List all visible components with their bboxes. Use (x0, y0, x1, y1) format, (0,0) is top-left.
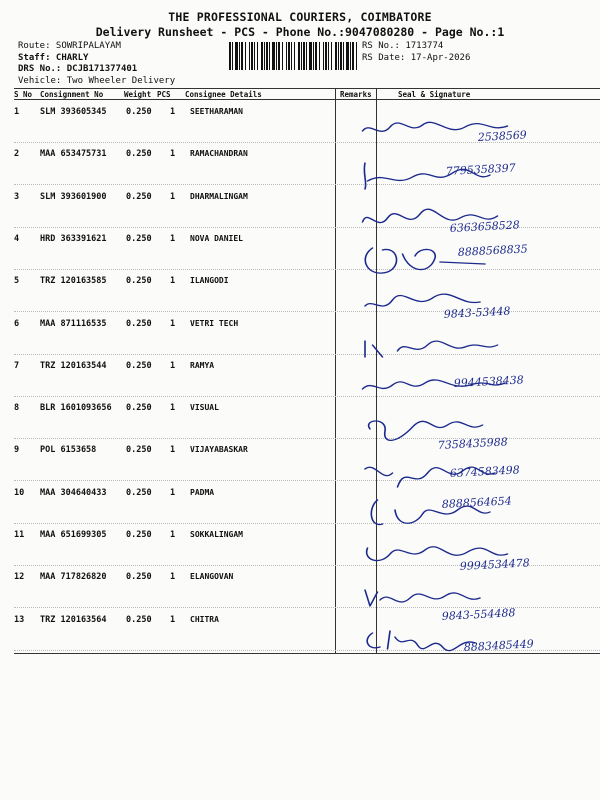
runsheet-subtitle: Delivery Runsheet - PCS - Phone No.:9047080280 - Page No.:1 (95, 25, 505, 39)
consignment-number: TRZ 120163544 (40, 360, 107, 371)
weight-value: 0.250 (126, 149, 152, 160)
row-sno: 8 (14, 403, 20, 414)
pcs-value: 1 (170, 360, 176, 371)
staff-label: Staff: CHARLY (18, 52, 89, 63)
weight-value: 0.250 (126, 487, 152, 498)
pcs-value: 1 (170, 572, 176, 583)
consignment-number: TRZ 120163564 (40, 614, 107, 625)
consignee-name: DHARMALINGAM (190, 191, 248, 201)
weight-value: 0.250 (126, 360, 152, 371)
header-bottom-rule (14, 99, 600, 100)
table-row (0, 355, 600, 397)
consignee-name: VIJAYABASKAR (190, 445, 248, 455)
weight-value: 0.250 (126, 614, 152, 625)
weight-value: 0.250 (126, 233, 152, 244)
consignment-number: POL 6153658 (40, 445, 97, 456)
col-sno: S No (14, 90, 33, 99)
consignee-name: SEETHARAMAN (190, 107, 243, 116)
consignment-number: MAA 717826820 (40, 572, 107, 583)
rs-date: RS Date: 17-Apr-2026 (362, 52, 471, 63)
pcs-value: 1 (170, 318, 176, 329)
weight-value: 0.250 (126, 572, 152, 583)
consignee-name: VETRI TECH (190, 318, 239, 328)
row-sno: 12 (14, 572, 25, 583)
pcs-value: 1 (170, 403, 176, 414)
consignment-number: BLR 1601093656 (40, 403, 112, 414)
vehicle-label: Vehicle: Two Wheeler Delivery (18, 75, 176, 86)
table-row (0, 439, 600, 481)
consignment-number: SLM 393605345 (40, 107, 107, 117)
consignment-number: HRD 363391621 (40, 233, 107, 244)
signature-phone: 8888564654 (441, 494, 513, 511)
weight-value: 0.250 (126, 107, 152, 117)
table-row (0, 228, 600, 270)
row-sno: 3 (14, 191, 20, 202)
table-row (0, 143, 600, 185)
col-pcs: PCS (157, 90, 171, 99)
consignee-name: RAMACHANDRAN (190, 149, 248, 159)
table-row (0, 313, 600, 355)
company-title: THE PROFESSIONAL COURIERS, COIMBATORE (168, 10, 432, 24)
consignment-number: MAA 653475731 (40, 149, 107, 160)
pcs-value: 1 (170, 233, 176, 244)
signature-phone: 7795358397 (445, 161, 517, 179)
col-weight: Weight (124, 90, 152, 99)
row-sno: 11 (14, 530, 25, 540)
signature-phone: 8888568835 (457, 242, 529, 259)
consignee-name: CHITRA (190, 614, 219, 624)
col-consignment: Consignment No (40, 90, 104, 99)
consignee-name: ELANGOVAN (190, 572, 234, 582)
consignee-name: NOVA DANIEL (190, 233, 243, 243)
signature-phone: 9843-53448 (443, 304, 511, 322)
route-label: Route: SOWRIPALAYAM (18, 41, 121, 51)
table-row (0, 524, 600, 573)
row-sno: 4 (14, 233, 20, 244)
meta-right (362, 41, 470, 64)
row-sno: 2 (14, 149, 20, 160)
consignment-number: TRZ 120163585 (40, 276, 107, 287)
pcs-value: 1 (170, 530, 176, 540)
table-row (0, 270, 600, 322)
table-row (0, 186, 600, 235)
meta-left (18, 41, 175, 87)
table-row (0, 101, 600, 143)
pcs-value: 1 (170, 614, 176, 625)
col-remarks: Remarks (340, 90, 372, 99)
consignment-number: MAA 304640433 (40, 487, 107, 498)
row-sno: 9 (14, 445, 20, 456)
signature-phone: 9944538438 (453, 373, 525, 390)
row-sno: 6 (14, 318, 20, 329)
consignment-number: MAA 651699305 (40, 530, 107, 540)
row-sno: 13 (14, 614, 25, 625)
pcs-value: 1 (170, 445, 176, 456)
consignee-name: PADMA (190, 487, 215, 497)
consignee-name: ILANGODI (190, 276, 229, 286)
signature-phone: 6374583498 (449, 463, 521, 481)
pcs-value: 1 (170, 107, 176, 117)
header-top-rule (14, 88, 600, 89)
signature-phone: 2538569 (477, 128, 528, 144)
rs-number: RS No.: 1713774 (362, 41, 444, 51)
weight-value: 0.250 (126, 318, 152, 329)
consignment-number: MAA 871116535 (40, 318, 107, 329)
pcs-value: 1 (170, 487, 176, 498)
pcs-value: 1 (170, 149, 176, 160)
consignee-name: RAMYA (190, 360, 215, 370)
table-row (0, 609, 600, 654)
pcs-value: 1 (170, 276, 176, 287)
col-consignee: Consignee Details (185, 90, 262, 99)
row-sno: 10 (14, 487, 25, 498)
pcs-value: 1 (170, 191, 176, 202)
signature-phone: 9843-554488 (441, 606, 516, 624)
signature-phone: 7358435988 (437, 435, 509, 453)
barcode (229, 42, 359, 70)
signature-phone: 9994534478 (459, 556, 531, 573)
signature-phone: 6363658528 (449, 217, 521, 235)
weight-value: 0.250 (126, 276, 152, 287)
weight-value: 0.250 (126, 445, 152, 456)
consignee-name: SOKKALINGAM (190, 530, 243, 539)
weight-value: 0.250 (126, 530, 152, 540)
signature-phone: 8883485449 (463, 636, 535, 654)
row-sno: 5 (14, 276, 20, 287)
table-row (0, 482, 600, 524)
weight-value: 0.250 (126, 191, 152, 202)
consignee-name: VISUAL (190, 403, 219, 413)
drs-label: DRS No.: DCJB171377401 (18, 64, 138, 74)
consignment-number: SLM 393601900 (40, 191, 107, 202)
col-signature: Seal & Signature (398, 90, 471, 99)
weight-value: 0.250 (126, 403, 152, 414)
row-sno: 7 (14, 360, 20, 371)
row-sno: 1 (14, 107, 20, 117)
signature-mark (340, 621, 570, 661)
